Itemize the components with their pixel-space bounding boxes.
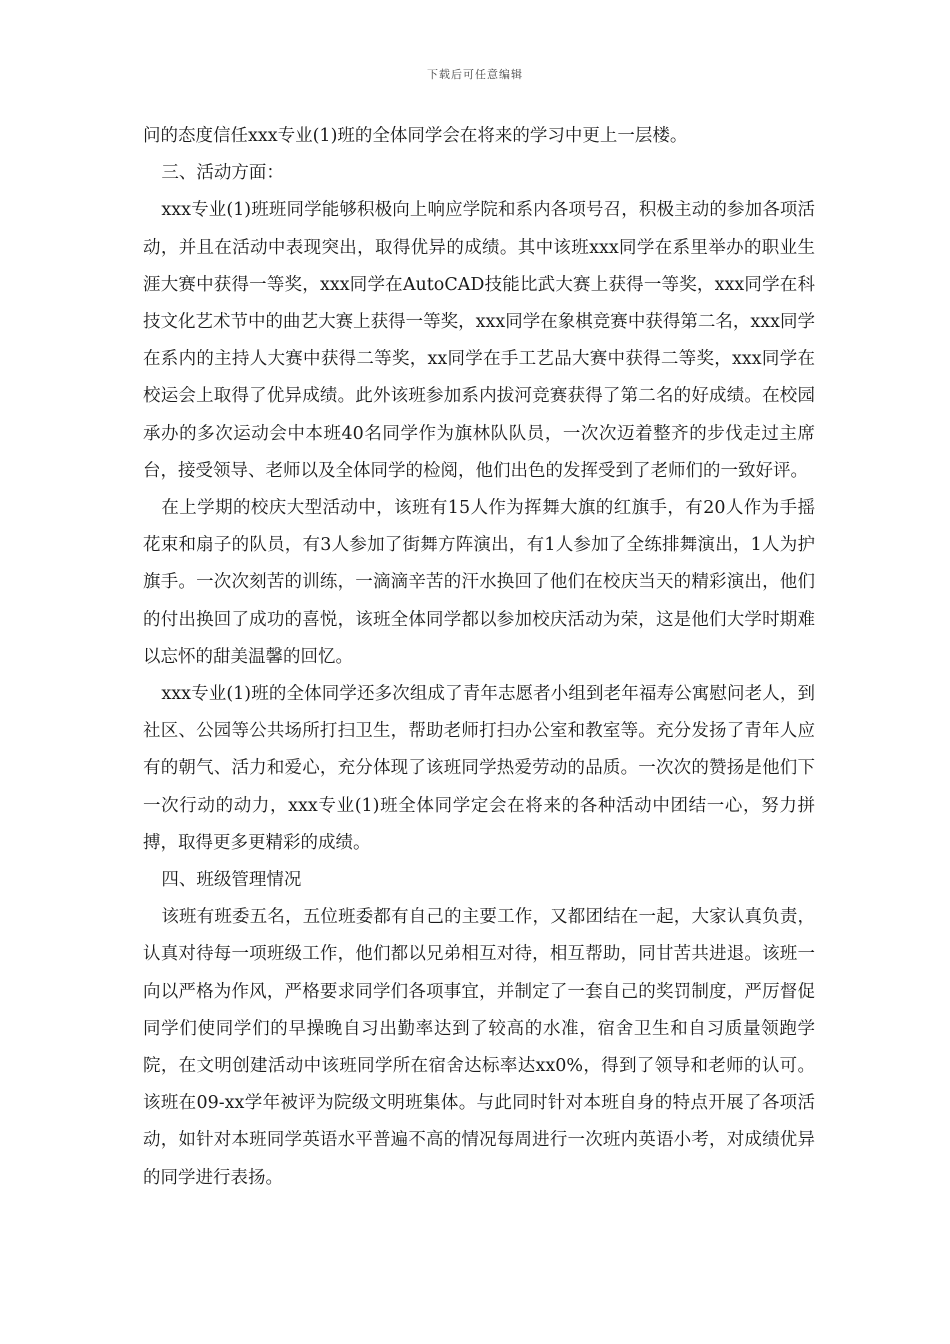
paragraph-continuation: 问的态度信任xxx专业(1)班的全体同学会在将来的学习中更上一层楼。: [143, 126, 688, 146]
document-body: [143, 118, 815, 1197]
paragraph-volunteer: xxx专业(1)班的全体同学还多次组成了青年志愿者小组到老年福寿公寓慰问老人，到社区、公园等公共场所打扫卫生，帮助老师打扫办公室和教室等。充分发扬了青年人应有的朝气、活力和爱心，充分体现了该班同学热爱劳动的品质。一次次的赞扬是他们下一次行动的动力，xxx专业(1)班全体同学定会在将来的各种活动中团结一心，努力拼搏，取得更多更精彩的成绩。: [143, 684, 815, 853]
paragraph-activities: xxx专业(1)班班同学能够积极向上响应学院和系内各项号召，积极主动的参加各项活动，并且在活动中表现突出，取得优异的成绩。其中该班xxx同学在系里举办的职业生涯大赛中获得一等奖，xxx同学在AutoCAD技能比武大赛上获得一等奖，xxx同学在科技文化艺术节中的曲艺大赛上获得一等奖，xxx同学在象棋竞赛中获得第二名，xxx同学在系内的主持人大赛中获得二等奖，xx同学在手工艺品大赛中获得二等奖，xxx同学在校运会上取得了优异成绩。此外该班参加系内拔河竞赛获得了第二名的好成绩。在校园承办的多次运动会中本班40名同学作为旗林队队员，一次次迈着整齐的步伐走过主席台，接受领导、老师以及全体同学的检阅，他们出色的发挥受到了老师们的一致好评。: [143, 200, 815, 481]
section-heading-management: 四、班级管理情况: [161, 870, 302, 891]
page-header: 下载后可任意编辑: [427, 68, 523, 81]
paragraph-management: 该班有班委五名，五位班委都有自己的主要工作，又都团结在一起，大家认真负责，认真对待每一项班级工作，他们都以兄弟相互对待，相互帮助，同甘苦共进退。该班一向以严格为作风，严格要求同学们各项事宜，并制定了一套自己的奖罚制度，严厉督促同学们使同学们的早操晚自习出勤率达到了较高的水准，宿舍卫生和自习质量领跑学院，在文明创建活动中该班同学所在宿舍达标率达xx0%，得到了领导和老师的认可。该班在09-xx学年被评为院级文明班集体。与此同时针对本班自身的特点开展了各项活动，如针对本班同学英语水平普遍不高的情况每周进行一次班内英语小考，对成绩优异的同学进行表扬。: [143, 907, 815, 1188]
paragraph-anniversary: 在上学期的校庆大型活动中，该班有15人作为挥舞大旗的红旗手，有20人作为手摇花束和扇子的队员，有3人参加了街舞方阵演出，有1人参加了全练排舞演出，1人为护旗手。一次次刻苦的训练，一滴滴辛苦的汗水换回了他们在校庆当天的精彩演出，他们的付出换回了成功的喜悦，该班全体同学都以参加校庆活动为荣，这是他们大学时期难以忘怀的甜美温馨的回忆。: [143, 498, 815, 667]
section-heading-activities: 三、活动方面：: [161, 163, 284, 184]
